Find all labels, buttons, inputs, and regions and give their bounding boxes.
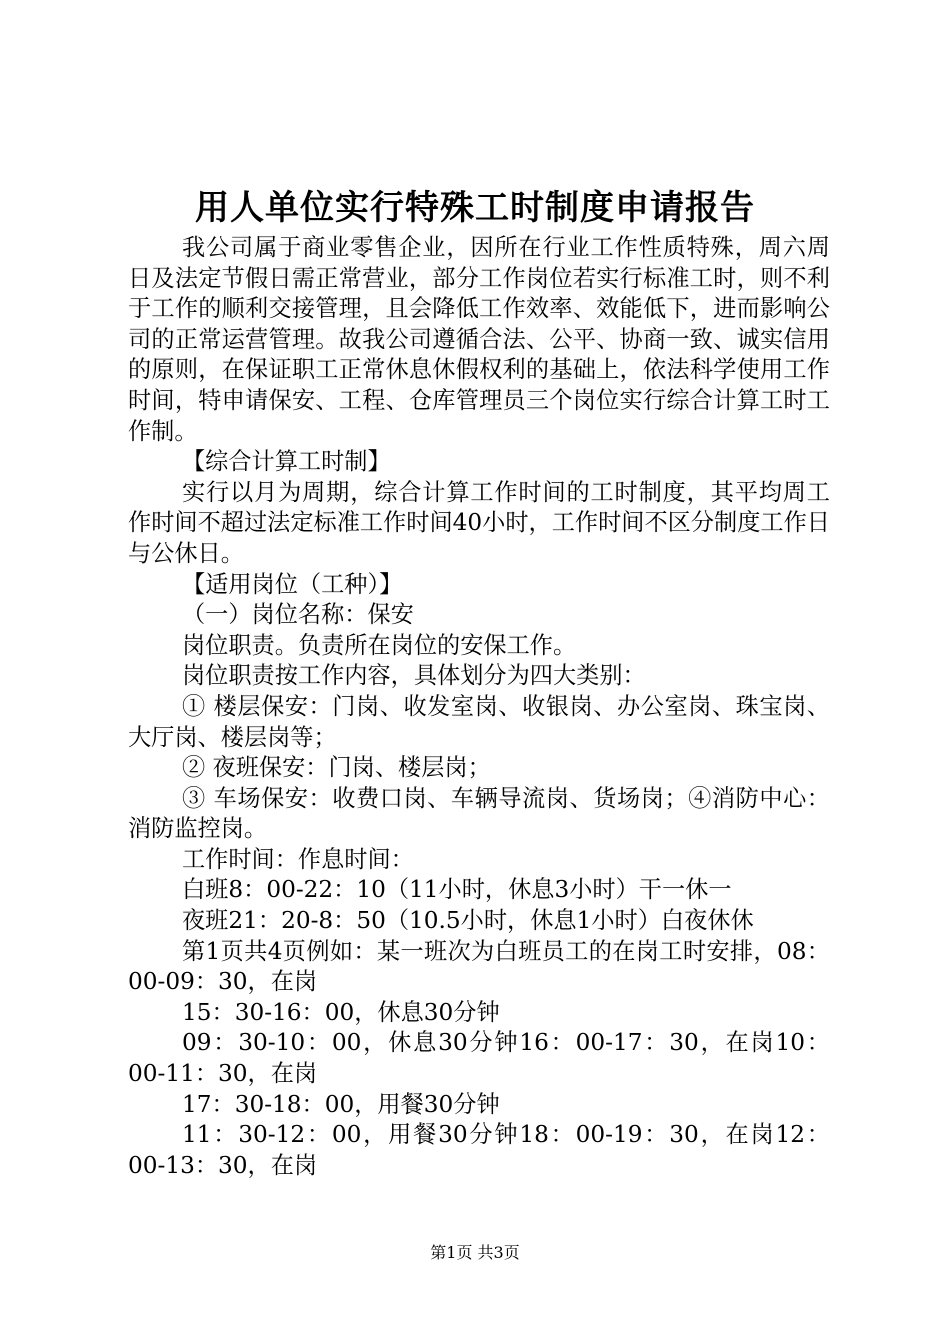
paragraph-duty-categories: 岗位职责按工作内容，具体划分为四大类别： [182, 662, 646, 690]
paragraph-position-name: （一）岗位名称：保安 [182, 601, 414, 629]
list-item-floor-security: ① 楼层保安：门岗、收发室岗、收银岗、办公室岗、珠宝岗、大厅岗、楼层岗等； [128, 692, 830, 751]
paragraph-intro: 我公司属于商业零售企业，因所在行业工作性质特殊，周六周日及法定节假日需正常营业，部分工作岗位若实行标准工时，则不利于工作的顺利交接管理，且会降低工作效率、效能低下，进而影响公司的正常运营管理。故我公司遵循合法、公平、协商一致、诚实信用的原则，在保证职工正常休息休假权利的基础上，依法科学使用工作时间，特申请保安、工程、仓库管理员三个岗位实行综合计算工时工作制。 [128, 234, 830, 445]
paragraph-day-shift: 白班8：00-22：10（11小时，休息3小时）干一休一 [182, 876, 732, 904]
paragraph-schedule-line-2: 09：30-10：00，休息30分钟16：00-17：30，在岗10：00-11：30，在岗 [128, 1029, 830, 1088]
paragraph-night-shift: 夜班21：20-8：50（10.5小时，休息1小时）白夜休休 [182, 907, 754, 935]
paragraph-schedule-example: 第1页共4页例如：某一班次为白班员工的在岗工时安排，08：00-09：30，在岗 [128, 937, 830, 996]
paragraph-work-time: 工作时间：作息时间： [182, 845, 414, 873]
list-item-night-security: ② 夜班保安：门岗、楼层岗； [182, 754, 491, 782]
list-item-parking-security: ③ 车场保安：收费口岗、车辆导流岗、货场岗；④消防中心：消防监控岗。 [128, 784, 830, 843]
paragraph-position-duty: 岗位职责。负责所在岗位的安保工作。 [182, 631, 577, 659]
paragraph-schedule-line-3: 17：30-18：00，用餐30分钟 [182, 1090, 500, 1118]
section-heading-applicable-positions: 【适用岗位（工种）】 [182, 570, 403, 598]
section-heading-comprehensive-hours: 【综合计算工时制】 [182, 448, 391, 476]
paragraph-comprehensive-hours: 实行以月为周期，综合计算工作时间的工时制度，其平均周工作时间不超过法定标准工作时间40小时，工作时间不区分制度工作日与公休日。 [128, 478, 830, 567]
page-footer: 第1页 共3页 [430, 1243, 520, 1262]
paragraph-schedule-line-4: 11：30-12：00，用餐30分钟18：00-19：30，在岗12：00-13：30，在岗 [128, 1121, 830, 1179]
document-title: 用人单位实行特殊工时制度申请报告 [195, 188, 755, 228]
paragraph-schedule-line-1: 15：30-16：00，休息30分钟 [182, 998, 500, 1026]
document-body [128, 233, 830, 1181]
